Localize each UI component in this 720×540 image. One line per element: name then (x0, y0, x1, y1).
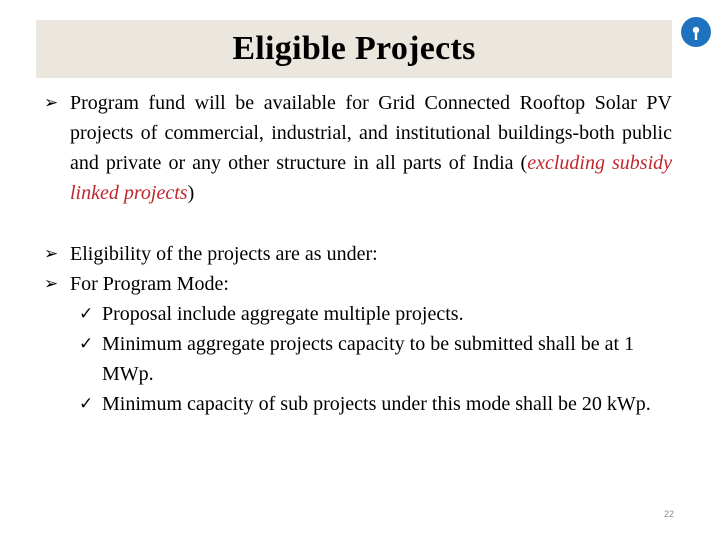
bullet-program-fund (44, 88, 672, 208)
check-icon: ✓ (79, 394, 94, 414)
arrow-bullet-icon: ➢ (44, 274, 59, 294)
sub-bullet-text: Minimum aggregate projects capacity to be submitted shall be at 1 MWp. (102, 333, 635, 385)
sub-bullet (44, 389, 672, 419)
bullet-text: For Program Mode: (70, 273, 229, 295)
arrow-bullet-icon: ➢ (44, 93, 59, 113)
page-number: 22 (664, 509, 675, 519)
page-title: Eligible Projects (232, 30, 476, 67)
bullet-text-close: ) (187, 182, 195, 204)
bullet-eligibility (44, 239, 672, 269)
check-icon: ✓ (79, 334, 94, 354)
title-bar (36, 20, 672, 78)
bullet-text: Program fund will be available for Grid Connected Rooftop Solar PV projects of commercial, industrial, and institutional buildings-both public and private or any other structure in all parts of India ( (70, 92, 672, 174)
check-icon: ✓ (79, 304, 94, 324)
sub-bullet-text: Minimum capacity of sub projects under this mode shall be 20 kWp. (102, 393, 651, 415)
arrow-bullet-icon: ➢ (44, 244, 59, 264)
bullet-text: Eligibility of the projects are as under: (70, 243, 378, 265)
sub-bullet (44, 299, 672, 329)
highlight-text: excluding subsidy linked projects (70, 152, 672, 204)
sbi-logo-icon (680, 16, 712, 48)
sub-bullet (44, 329, 672, 389)
bullet-program-mode (44, 269, 672, 299)
slide-content (44, 88, 672, 419)
sub-bullet-text: Proposal include aggregate multiple projects. (102, 303, 464, 325)
